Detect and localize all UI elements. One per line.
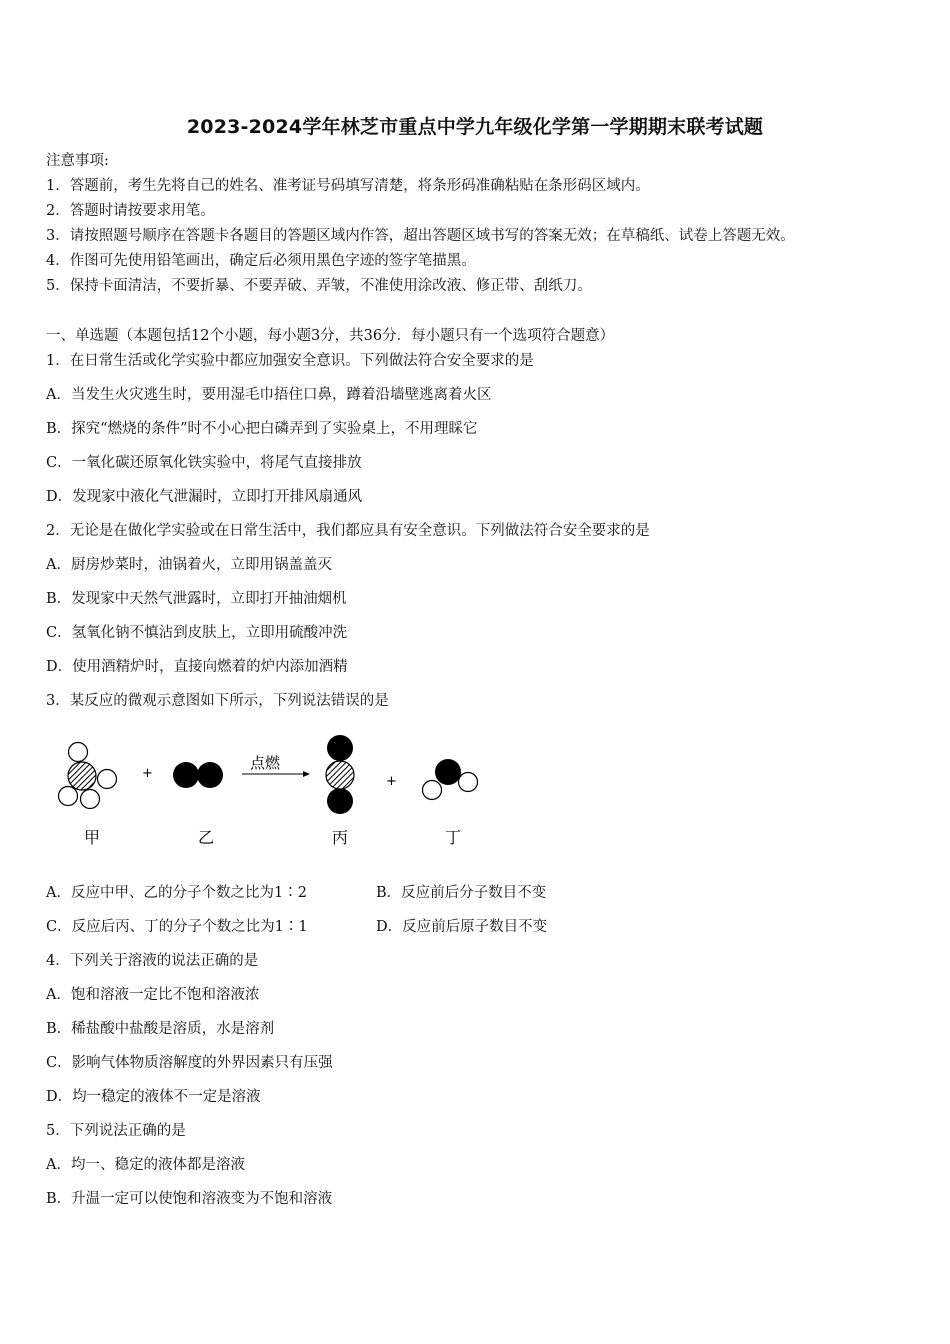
molecule-label: 丙	[331, 828, 349, 847]
question-2-option-d: D．使用酒精炉时，直接向燃着的炉内添加酒精	[46, 659, 348, 675]
question-1-option-c: C．一氧化碳还原氧化铁实验中，将尾气直接排放	[46, 455, 362, 471]
question-2-option-b: B．发现家中天然气泄露时，立即打开抽油烟机	[46, 591, 347, 607]
molecule-yi	[173, 762, 223, 788]
molecule-label: 甲	[83, 828, 101, 847]
reaction-condition: 点燃	[250, 754, 281, 772]
question-1-option-b: B．探究“燃烧的条件”时不小心把白磷弄到了实验桌上，不用理睬它	[46, 421, 478, 437]
question-2-option-a: A．厨房炒菜时，油锅着火，立即用锅盖盖灭	[46, 557, 332, 573]
question-3-option-a: A．反应中甲、乙的分子个数之比为1∶2	[46, 885, 307, 901]
question-4-option-d: D．均一稳定的液体不一定是溶液	[46, 1089, 261, 1105]
molecule-ding	[423, 759, 478, 800]
question-4-option-b: B．稀盐酸中盐酸是溶质，水是溶剂	[46, 1021, 275, 1037]
notice-item: 5．保持卡面清洁，不要折暴、不要弄破、弄皱，不准使用涂改液、修正带、刮纸刀。	[46, 278, 592, 294]
question-3-option-c: C．反应后丙、丁的分子个数之比为1∶1	[46, 919, 308, 935]
question-1-option-a: A．当发生火灾逃生时，要用湿毛巾捂住口鼻，蹲着沿墙壁逃离着火区	[46, 387, 492, 403]
question-3-stem: 3．某反应的微观示意图如下所示，下列说法错误的是	[46, 693, 389, 709]
question-4-stem: 4．下列关于溶液的说法正确的是	[46, 953, 259, 969]
notice-item: 4．作图可先使用铅笔画出，确定后必须用黑色字迹的签字笔描黑。	[46, 253, 476, 269]
question-1-option-d: D．发现家中液化气泄漏时，立即打开排风扇通风	[46, 489, 363, 505]
molecule-label: 乙	[197, 828, 215, 847]
question-3-option-b: B．反应前后分子数目不变	[376, 885, 547, 901]
notice-item: 1．答题前，考生先将自己的姓名、准考证号码填写清楚，将条形码准确粘贴在条形码区域内。	[46, 178, 650, 194]
reaction-diagram	[46, 728, 516, 858]
notice-item: 3．请按照题号顺序在答题卡各题目的答题区域内作答，超出答题区域书写的答案无效；在草稿纸、试卷上答题无效。	[46, 228, 795, 244]
question-1-stem: 1．在日常生活或化学实验中都应加强安全意识。下列做法符合安全要求的是	[46, 353, 534, 369]
question-2-stem: 2．无论是在做化学实验或在日常生活中，我们都应具有安全意识。下列做法符合安全要求的是	[46, 523, 650, 539]
question-5-stem: 5．下列说法正确的是	[46, 1123, 186, 1139]
page-title: 2023-2024学年林芝市重点中学九年级化学第一学期期末联考试题	[186, 116, 764, 138]
plus-sign: +	[386, 774, 397, 789]
question-5-option-b: B．升温一定可以使饱和溶液变为不饱和溶液	[46, 1191, 333, 1207]
question-4-option-a: A．饱和溶液一定比不饱和溶液浓	[46, 987, 260, 1003]
reaction-arrow	[242, 754, 310, 777]
notice-heading: 注意事项:	[46, 153, 109, 169]
question-5-option-a: A．均一、稳定的液体都是溶液	[46, 1157, 245, 1173]
molecule-bing	[326, 735, 354, 814]
notice-item: 2．答题时请按要求用笔。	[46, 203, 215, 219]
molecule-jia	[59, 743, 117, 809]
question-4-option-c: C．影响气体物质溶解度的外界因素只有压强	[46, 1055, 333, 1071]
plus-sign: +	[142, 766, 153, 781]
molecule-label: 丁	[444, 828, 462, 847]
question-3-option-d: D．反应前后原子数目不变	[376, 919, 548, 935]
question-2-option-c: C．氢氧化钠不慎沾到皮肤上，立即用硫酸冲洗	[46, 625, 348, 641]
section-heading: 一、单选题（本题包括12个小题，每小题3分，共36分．每小题只有一个选项符合题意）	[46, 328, 615, 344]
